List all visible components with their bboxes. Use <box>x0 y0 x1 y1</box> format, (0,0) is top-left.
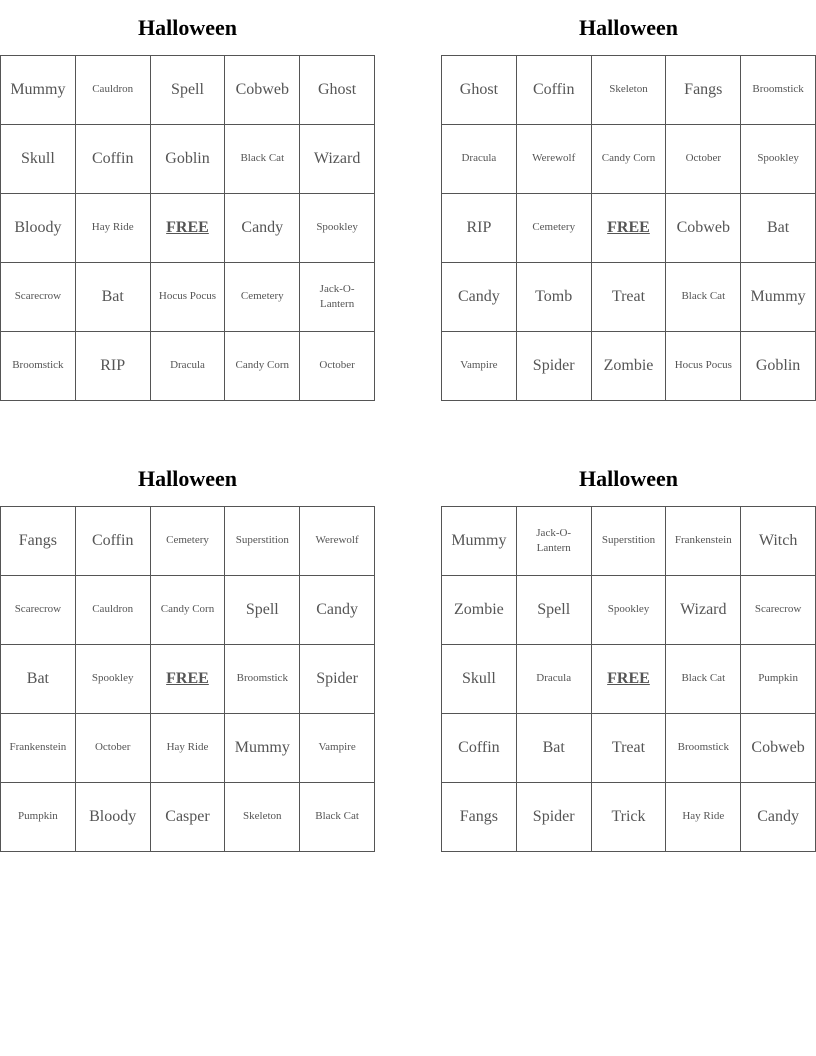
bingo-cell: Spider <box>516 332 591 401</box>
bingo-row <box>442 56 816 125</box>
bingo-cell: Bat <box>741 194 816 263</box>
bingo-card <box>441 451 816 852</box>
bingo-row <box>442 507 816 576</box>
card-title: Halloween <box>579 15 678 40</box>
bingo-cell: Hay Ride <box>150 714 225 783</box>
bingo-cell: Black Cat <box>300 783 375 852</box>
bingo-cell: Candy Corn <box>225 332 300 401</box>
bingo-cell: Spell <box>150 56 225 125</box>
bingo-cell: Spell <box>516 576 591 645</box>
bingo-row <box>442 783 816 852</box>
bingo-cell: Broomstick <box>1 332 76 401</box>
bingo-cell: Trick <box>591 783 666 852</box>
bingo-cell: Treat <box>591 714 666 783</box>
bingo-cell: Cobweb <box>741 714 816 783</box>
bingo-cell: Bat <box>75 263 150 332</box>
bingo-cell: Spell <box>225 576 300 645</box>
bingo-cell: Broomstick <box>741 56 816 125</box>
bingo-cell: Coffin <box>516 56 591 125</box>
bingo-row <box>1 645 375 714</box>
bingo-grid <box>441 55 816 401</box>
bingo-cell: Cobweb <box>666 194 741 263</box>
bingo-cell: Skeleton <box>225 783 300 852</box>
bingo-cell: Vampire <box>300 714 375 783</box>
bingo-cell: Dracula <box>516 645 591 714</box>
bingo-cell: Ghost <box>300 56 375 125</box>
bingo-cell: Candy <box>741 783 816 852</box>
bingo-cell: Pumpkin <box>741 645 816 714</box>
bingo-cell: October <box>300 332 375 401</box>
bingo-cell: Candy Corn <box>150 576 225 645</box>
card-title: Halloween <box>138 466 237 491</box>
bingo-cell: Fangs <box>442 783 517 852</box>
bingo-cell: Goblin <box>741 332 816 401</box>
bingo-cell: Dracula <box>442 125 517 194</box>
bingo-cell: Scarecrow <box>1 576 76 645</box>
bingo-cell: Mummy <box>1 56 76 125</box>
bingo-cell: Broomstick <box>225 645 300 714</box>
bingo-row <box>442 263 816 332</box>
card-title: Halloween <box>579 466 678 491</box>
bingo-row <box>1 125 375 194</box>
bingo-cell: Candy <box>442 263 517 332</box>
bingo-cell: Hay Ride <box>75 194 150 263</box>
free-space-cell: FREE <box>150 645 225 714</box>
bingo-cell: Coffin <box>75 125 150 194</box>
bingo-cell: Fangs <box>1 507 76 576</box>
bingo-cell: Coffin <box>442 714 517 783</box>
bingo-cell: Cemetery <box>150 507 225 576</box>
bingo-row <box>442 714 816 783</box>
free-space-cell: FREE <box>591 645 666 714</box>
bingo-cell: Black Cat <box>666 263 741 332</box>
bingo-row <box>1 576 375 645</box>
bingo-cell: Bloody <box>75 783 150 852</box>
bingo-cell: RIP <box>75 332 150 401</box>
bingo-row <box>1 56 375 125</box>
bingo-cell: Superstition <box>591 507 666 576</box>
bingo-cell: October <box>75 714 150 783</box>
bingo-cell: Zombie <box>591 332 666 401</box>
bingo-cell: RIP <box>442 194 517 263</box>
bingo-row <box>442 645 816 714</box>
bingo-cell: Scarecrow <box>1 263 76 332</box>
bingo-row <box>1 507 375 576</box>
bingo-cell: Coffin <box>75 507 150 576</box>
bingo-cell: Cobweb <box>225 56 300 125</box>
bingo-cell: Zombie <box>442 576 517 645</box>
bingo-row <box>1 263 375 332</box>
card-title: Halloween <box>138 15 237 40</box>
bingo-card <box>0 0 375 401</box>
bingo-cell: Spookley <box>300 194 375 263</box>
bingo-cell: Cemetery <box>516 194 591 263</box>
bingo-cell: Werewolf <box>516 125 591 194</box>
bingo-cell: Candy Corn <box>591 125 666 194</box>
bingo-cell: Black Cat <box>666 645 741 714</box>
bingo-cell: Tomb <box>516 263 591 332</box>
bingo-cell: Spookley <box>591 576 666 645</box>
bingo-cell: Candy <box>225 194 300 263</box>
bingo-cell: Goblin <box>150 125 225 194</box>
bingo-cell: Mummy <box>442 507 517 576</box>
bingo-row <box>442 194 816 263</box>
bingo-grid <box>0 506 375 852</box>
bingo-cell: Vampire <box>442 332 517 401</box>
bingo-cell: Casper <box>150 783 225 852</box>
bingo-cell: Broomstick <box>666 714 741 783</box>
bingo-cell: Black Cat <box>225 125 300 194</box>
bingo-row <box>1 783 375 852</box>
bingo-cell: Cauldron <box>75 576 150 645</box>
bingo-cell: Spider <box>300 645 375 714</box>
bingo-row <box>1 194 375 263</box>
bingo-cell: Skull <box>1 125 76 194</box>
bingo-card <box>441 0 816 401</box>
bingo-cell: Wizard <box>300 125 375 194</box>
bingo-cell: Hocus Pocus <box>666 332 741 401</box>
bingo-cell: Scarecrow <box>741 576 816 645</box>
bingo-row <box>442 332 816 401</box>
bingo-cell: Skull <box>442 645 517 714</box>
bingo-cell: Bat <box>516 714 591 783</box>
bingo-cell: Skeleton <box>591 56 666 125</box>
bingo-cell: Spider <box>516 783 591 852</box>
free-space-cell: FREE <box>150 194 225 263</box>
bingo-cell: Cemetery <box>225 263 300 332</box>
bingo-cell: Wizard <box>666 576 741 645</box>
bingo-cell: Spookley <box>741 125 816 194</box>
bingo-cell: October <box>666 125 741 194</box>
bingo-cell: Bloody <box>1 194 76 263</box>
bingo-cell: Mummy <box>741 263 816 332</box>
bingo-row <box>1 332 375 401</box>
bingo-cell: Mummy <box>225 714 300 783</box>
bingo-cell: Frankenstein <box>666 507 741 576</box>
bingo-row <box>442 125 816 194</box>
bingo-cell: Ghost <box>442 56 517 125</box>
bingo-cell: Hay Ride <box>666 783 741 852</box>
bingo-cell: Frankenstein <box>1 714 76 783</box>
bingo-cell: Fangs <box>666 56 741 125</box>
bingo-grid <box>441 506 816 852</box>
bingo-cell: Bat <box>1 645 76 714</box>
bingo-row <box>1 714 375 783</box>
bingo-cell: Cauldron <box>75 56 150 125</box>
bingo-grid <box>0 55 375 401</box>
bingo-cell: Superstition <box>225 507 300 576</box>
bingo-row <box>442 576 816 645</box>
bingo-cell: Hocus Pocus <box>150 263 225 332</box>
bingo-cell: Treat <box>591 263 666 332</box>
bingo-cell: Witch <box>741 507 816 576</box>
bingo-cell: Werewolf <box>300 507 375 576</box>
bingo-card <box>0 451 375 852</box>
bingo-cell: Pumpkin <box>1 783 76 852</box>
bingo-cell: Jack-O-Lantern <box>516 507 591 576</box>
bingo-cell: Spookley <box>75 645 150 714</box>
free-space-cell: FREE <box>591 194 666 263</box>
bingo-cell: Dracula <box>150 332 225 401</box>
bingo-cell: Jack-O-Lantern <box>300 263 375 332</box>
bingo-cell: Candy <box>300 576 375 645</box>
